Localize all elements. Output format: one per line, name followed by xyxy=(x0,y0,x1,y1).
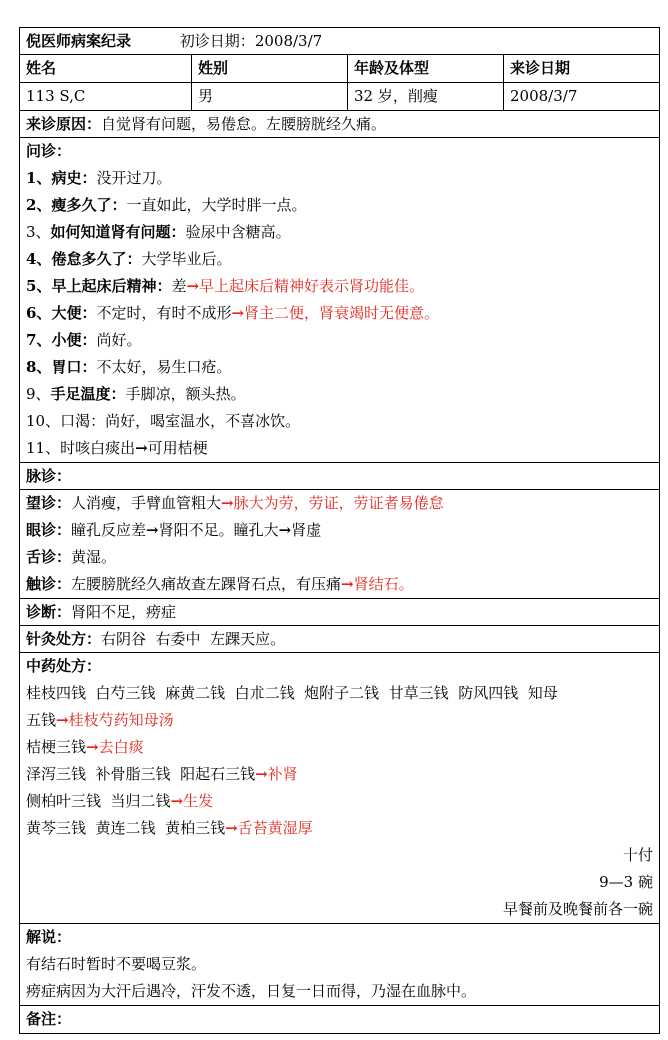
arrow-icon: → xyxy=(56,711,69,729)
remarks-label: 备注： xyxy=(26,1010,72,1028)
arrow-icon: → xyxy=(170,792,184,810)
exam-item-palpation: 触诊：左腰膀胱经久痛故查左踝肾石点，有压痛→肾结石。 xyxy=(26,575,414,593)
value-visit-date: 2008/3/7 xyxy=(510,87,578,105)
arrow-icon: → xyxy=(146,521,159,539)
header-name: 姓名 xyxy=(26,59,57,77)
arrow-icon: → xyxy=(135,439,148,457)
arrow-icon: → xyxy=(255,765,268,783)
first-visit-date: 2008/3/7 xyxy=(254,32,323,50)
remarks-row xyxy=(20,1006,659,1033)
dosage-water: 9—3 碗 xyxy=(599,873,653,891)
herbal-line: 桔梗三钱→去白痰 xyxy=(26,738,144,756)
exam-item-tongue: 舌诊：黄湿。 xyxy=(26,548,117,566)
arrow-icon: → xyxy=(225,819,238,837)
reason-row xyxy=(20,111,659,138)
value-name: 113 S,C xyxy=(26,87,86,105)
exam-item-eye: 眼诊：瞳孔反应差→肾阳不足。瞳孔大→肾虚 xyxy=(26,521,322,539)
first-visit-label: 初诊日期： xyxy=(179,32,255,50)
inquiry-item: 11、时咳白痰出→可用桔梗 xyxy=(26,439,208,457)
herbal-line: 侧柏叶三钱 当归二钱→生发 xyxy=(26,792,214,810)
herbal-line: 五钱→桂枝芍药知母汤 xyxy=(26,711,174,729)
diagnosis-label: 诊断： xyxy=(26,603,72,621)
herbal-line: 黄芩三钱 黄连二钱 黄柏三钱→舌苔黄湿厚 xyxy=(26,819,313,837)
header-gender: 姓别 xyxy=(198,59,229,77)
info-table-values xyxy=(20,83,659,111)
inquiry-item: 2、瘦多久了：一直如此，大学时胖一点。 xyxy=(26,196,307,214)
record-title: 倪医师病案纪录 xyxy=(26,32,132,50)
acupuncture-label: 针灸处方： xyxy=(26,630,102,648)
arrow-icon: → xyxy=(221,494,234,512)
title-row xyxy=(20,28,659,55)
diagnosis-text: 肾阳不足，痨症 xyxy=(71,603,177,621)
diagnosis-row xyxy=(20,599,659,626)
header-age-build: 年龄及体型 xyxy=(354,59,430,77)
herbal-line: 桂枝四钱 白芍三钱 麻黄二钱 白朮二钱 炮附子二钱 甘草三钱 防风四钱 知母 xyxy=(26,684,558,702)
explanation-section xyxy=(20,924,659,1006)
inquiry-item: 7、小便：尚好。 xyxy=(26,331,142,349)
inquiry-item: 5、早上起床后精神：差→早上起床后精神好表示肾功能佳。 xyxy=(26,277,425,295)
explanation-line: 有结石时暂时不要喝豆浆。 xyxy=(26,955,207,973)
arrow-icon: → xyxy=(341,575,354,593)
dosage-timing: 早餐前及晚餐前各一碗 xyxy=(502,900,653,918)
dosage-count: 十付 xyxy=(622,846,653,864)
inquiry-item: 4、倦怠多久了：大学毕业后。 xyxy=(26,250,232,268)
arrow-icon: → xyxy=(186,277,200,295)
herbal-label: 中药处方： xyxy=(26,657,102,675)
exam-item-inspection: 望诊：人消瘦，手臂血管粗大→脉大为劳，劳证，劳证者易倦怠 xyxy=(26,494,444,512)
header-visit-date: 来诊日期 xyxy=(510,59,571,77)
inquiry-note: 早上起床后精神好表示肾功能佳。 xyxy=(199,277,425,295)
arrow-icon: → xyxy=(86,738,99,756)
arrow-icon: → xyxy=(231,304,245,322)
explanation-label: 解说： xyxy=(26,928,72,946)
case-record-sheet xyxy=(19,27,660,1034)
inquiry-item: 9、手足温度：手脚凉，额头热。 xyxy=(26,385,246,403)
inquiry-note: 肾主二便，肾衰竭时无便意。 xyxy=(244,304,440,322)
pulse-row xyxy=(20,463,659,490)
pulse-label: 脉诊： xyxy=(26,467,72,485)
inquiry-item: 10、口渴：尚好，喝室温水，不喜冰饮。 xyxy=(26,412,301,430)
acupuncture-text: 右阴谷 右委中 左踝天应。 xyxy=(101,630,286,648)
arrow-icon: → xyxy=(278,521,292,539)
acupuncture-row xyxy=(20,626,659,653)
exam-section xyxy=(20,490,659,599)
inquiry-item: 1、病史：没开过刀。 xyxy=(26,169,172,187)
inquiry-item: 8、胃口：不太好，易生口疮。 xyxy=(26,358,232,376)
inquiry-item: 3、如何知道肾有问题：验尿中含糖高。 xyxy=(26,223,291,241)
value-age-build: 32 岁，削瘦 xyxy=(354,87,438,105)
explanation-line: 痨症病因为大汗后遇冷，汗发不透，日复一日而得，乃湿在血脉中。 xyxy=(26,982,477,1000)
inquiry-section xyxy=(20,138,659,463)
reason-label: 来诊原因： xyxy=(26,115,102,133)
value-gender: 男 xyxy=(198,87,214,105)
herbal-section xyxy=(20,653,659,924)
herbal-line: 泽泻三钱 补骨脂三钱 阳起石三钱→补肾 xyxy=(26,765,298,783)
inquiry-label: 问诊： xyxy=(26,142,72,160)
info-table-header xyxy=(20,55,659,83)
inquiry-item: 6、大便：不定时，有时不成形→肾主二便，肾衰竭时无便意。 xyxy=(26,304,440,322)
reason-text: 自觉肾有问题，易倦怠。左腰膀胱经久痛。 xyxy=(101,115,387,133)
